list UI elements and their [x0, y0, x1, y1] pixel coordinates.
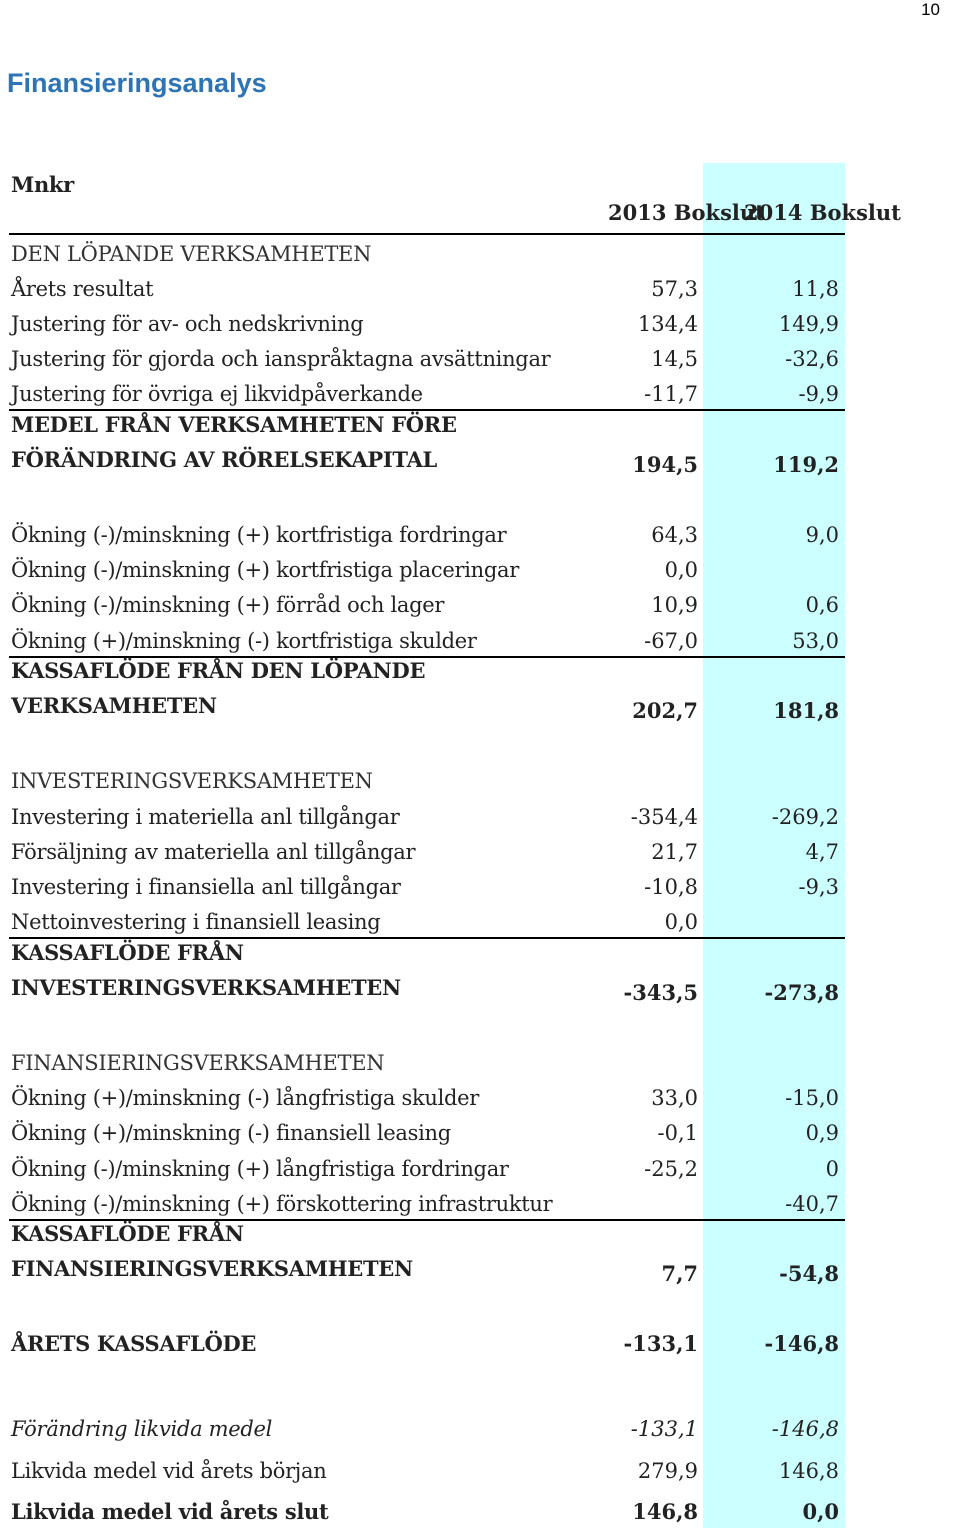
row-label: Försäljning av materiella anl tillgångar [11, 839, 416, 864]
value-2014: 181,8 [773, 698, 839, 724]
table-row [0, 1150, 960, 1185]
table-row-spacer [0, 1291, 960, 1326]
value-2013: 202,7 [632, 698, 698, 724]
value-2013: 0,0 [664, 910, 698, 935]
value-2014: 149,9 [778, 311, 839, 336]
table-row [0, 517, 960, 552]
row-label: ÅRETS KASSAFLÖDE [11, 1331, 257, 1357]
row-label: FINANSIERINGSVERKSAMHETEN [11, 1050, 385, 1075]
table-row-subtotal [0, 939, 960, 1009]
table-row [0, 1406, 960, 1446]
table-row [0, 587, 960, 622]
value-2014: 146,8 [778, 1459, 839, 1484]
table-row [0, 798, 960, 833]
table-row [0, 235, 960, 270]
value-2013: -11,7 [644, 382, 698, 407]
value-2014: -146,8 [764, 1331, 839, 1357]
row-label: Investering i materiella anl tillgångar [11, 804, 400, 829]
table-row [0, 869, 960, 904]
value-2013: -133,1 [623, 1331, 698, 1357]
value-2013: 10,9 [651, 593, 698, 618]
row-label: Ökning (-)/minskning (+) förskottering infrastruktur [11, 1191, 553, 1216]
value-2014: -269,2 [771, 804, 839, 829]
row-label: DEN LÖPANDE VERKSAMHETEN [11, 241, 372, 266]
table-row-total [0, 1326, 960, 1361]
value-2013: -25,2 [644, 1156, 698, 1181]
row-label: INVESTERINGSVERKSAMHETEN [11, 769, 373, 794]
value-2014: 53,0 [792, 628, 839, 653]
row-label: MEDEL FRÅN VERKSAMHETEN FÖRE FÖRÄNDRING AV RÖRELSEKAPITAL [11, 411, 457, 472]
value-2013: 194,5 [632, 451, 698, 477]
table-row [0, 271, 960, 306]
row-label: KASSAFLÖDE FRÅN INVESTERINGSVERKSAMHETEN [11, 939, 401, 1000]
row-label: Ökning (+)/minskning (-) kortfristiga skulder [11, 628, 477, 653]
table-row [0, 1080, 960, 1115]
value-2013: 33,0 [651, 1086, 698, 1111]
table-header [0, 165, 960, 235]
value-2014: 119,2 [773, 451, 839, 477]
row-label: KASSAFLÖDE FRÅN FINANSIERINGSVERKSAMHETEN [11, 1221, 413, 1282]
table-row [0, 552, 960, 587]
value-2014: -40,7 [785, 1191, 839, 1216]
table-row-spacer [0, 1361, 960, 1406]
value-2014: 11,8 [792, 276, 839, 301]
table-row-spacer [0, 1010, 960, 1045]
value-2014: 0,0 [802, 1499, 839, 1525]
row-label: Förändring likvida medel [11, 1417, 273, 1442]
value-2014: 0,9 [805, 1121, 839, 1146]
header-col-2013: 2013 Bokslut [608, 200, 765, 226]
value-2014: -273,8 [764, 979, 839, 1005]
table-row [0, 763, 960, 798]
table-row [0, 1045, 960, 1080]
value-2013: 57,3 [651, 276, 698, 301]
value-2014: -54,8 [779, 1261, 839, 1287]
row-label: Justering för gjorda och ianspråktagna avsättningar [11, 347, 551, 372]
row-label: Justering för av- och nedskrivning [11, 311, 364, 336]
value-2013: 279,9 [637, 1459, 698, 1484]
row-label: Ökning (+)/minskning (-) långfristiga skulder [11, 1086, 480, 1111]
financing-analysis-table [0, 165, 960, 1529]
value-2014: -32,6 [785, 347, 839, 372]
value-2013: 64,3 [651, 523, 698, 548]
row-label: Investering i finansiella anl tillgångar [11, 874, 401, 899]
value-2014: 0,6 [805, 593, 839, 618]
table-row [0, 834, 960, 869]
row-label: Ökning (-)/minskning (+) förråd och lager [11, 593, 445, 618]
value-2013: 146,8 [632, 1499, 698, 1525]
table-row-subtotal [0, 658, 960, 728]
value-2013: -133,1 [630, 1417, 698, 1442]
table-row [0, 1446, 960, 1488]
table-row-total [0, 1488, 960, 1529]
row-label: Årets resultat [11, 276, 154, 301]
value-2013: 134,4 [637, 311, 698, 336]
row-label: Ökning (+)/minskning (-) finansiell leasing [11, 1121, 451, 1146]
value-2013: 0,0 [664, 558, 698, 583]
value-2014: -9,3 [798, 874, 839, 899]
value-2013: -0,1 [657, 1121, 698, 1146]
value-2013: -343,5 [623, 979, 698, 1005]
value-2013: -354,4 [630, 804, 698, 829]
row-label: Justering för övriga ej likvidpåverkande [11, 382, 423, 407]
value-2013: 7,7 [661, 1261, 698, 1287]
value-2014: 9,0 [805, 523, 839, 548]
row-label: Nettoinvestering i finansiell leasing [11, 910, 381, 935]
table-row [0, 1115, 960, 1150]
value-2013: 14,5 [651, 347, 698, 372]
row-label: Ökning (-)/minskning (+) kortfristiga placeringar [11, 558, 519, 583]
table-row [0, 341, 960, 376]
table-row-subtotal [0, 1221, 960, 1291]
table-row-spacer [0, 482, 960, 517]
table-row-spacer [0, 728, 960, 763]
header-label: Mnkr [11, 172, 74, 197]
value-2013: -10,8 [644, 874, 698, 899]
value-2013: -67,0 [644, 628, 698, 653]
value-2014: 0 [825, 1156, 839, 1181]
value-2014: -9,9 [798, 382, 839, 407]
header-col-2014: 2014 Bokslut [744, 200, 901, 226]
row-label: Ökning (-)/minskning (+) kortfristiga fordringar [11, 523, 507, 548]
table-row [0, 306, 960, 341]
row-label: Likvida medel vid årets början [11, 1459, 327, 1484]
value-2014: -146,8 [771, 1417, 839, 1442]
table-row-subtotal [0, 411, 960, 481]
row-label: Likvida medel vid årets slut [11, 1499, 329, 1525]
page-title: Finansieringsanalys [7, 68, 267, 98]
row-label: Ökning (-)/minskning (+) långfristiga fordringar [11, 1156, 509, 1181]
value-2013: 21,7 [651, 839, 698, 864]
value-2014: 4,7 [805, 839, 839, 864]
page-number: 10 [921, 0, 940, 19]
value-2014: -15,0 [785, 1086, 839, 1111]
row-label: KASSAFLÖDE FRÅN DEN LÖPANDE VERKSAMHETEN [11, 658, 426, 719]
